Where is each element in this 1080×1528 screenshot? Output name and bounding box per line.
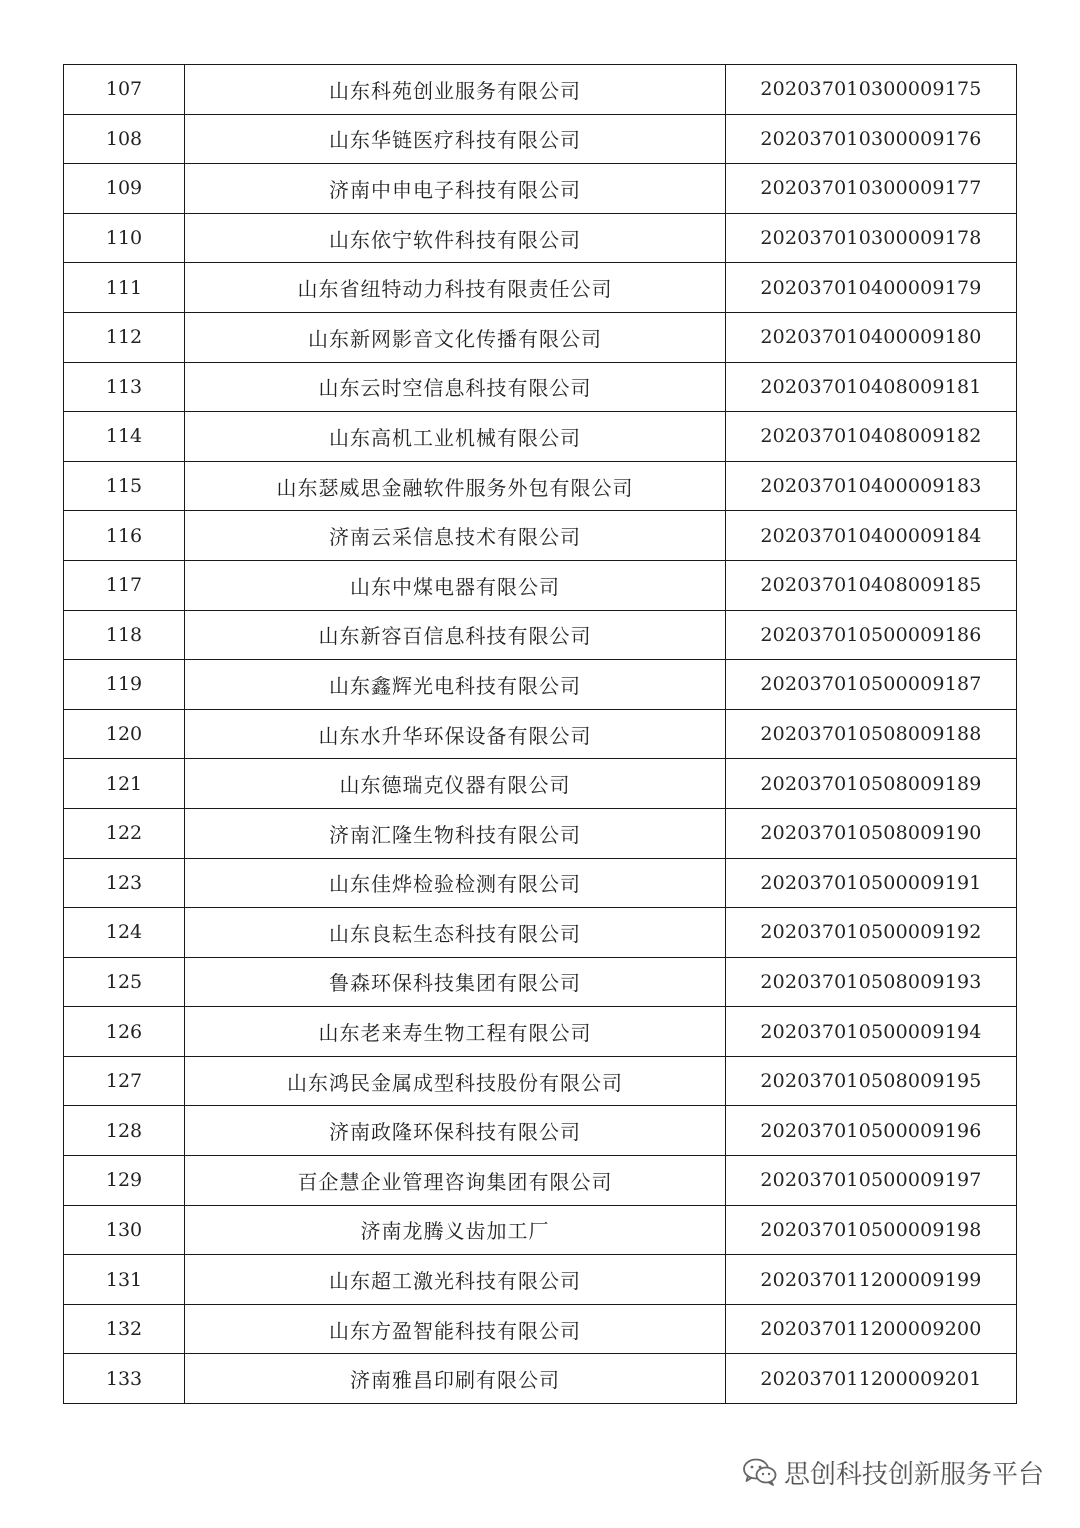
company-table <box>63 64 1017 1404</box>
row-number-cell: 126 <box>64 1007 185 1057</box>
table-row <box>64 759 1017 809</box>
table-row <box>64 1007 1017 1057</box>
company-name-cell: 山东鸿民金属成型科技股份有限公司 <box>185 1056 726 1106</box>
table-row <box>64 858 1017 908</box>
table-row <box>64 560 1017 610</box>
company-name-cell: 济南龙腾义齿加工厂 <box>185 1205 726 1255</box>
registration-code-cell: 202037010300009178 <box>726 213 1017 263</box>
table-row <box>64 1354 1017 1404</box>
registration-code-cell: 202037010500009198 <box>726 1205 1017 1255</box>
table-row <box>64 660 1017 710</box>
table-row <box>64 164 1017 214</box>
registration-code-cell: 202037010500009192 <box>726 908 1017 958</box>
company-name-cell: 山东德瑞克仪器有限公司 <box>185 759 726 809</box>
row-number-cell: 128 <box>64 1106 185 1156</box>
registration-code-cell: 202037010500009186 <box>726 610 1017 660</box>
company-name-cell: 济南雅昌印刷有限公司 <box>185 1354 726 1404</box>
table-row <box>64 1304 1017 1354</box>
registration-code-cell: 202037011200009199 <box>726 1255 1017 1305</box>
row-number-cell: 122 <box>64 808 185 858</box>
table-row <box>64 1255 1017 1305</box>
row-number-cell: 123 <box>64 858 185 908</box>
row-number-cell: 131 <box>64 1255 185 1305</box>
row-number-cell: 117 <box>64 560 185 610</box>
registration-code-cell: 202037011200009200 <box>726 1304 1017 1354</box>
registration-code-cell: 202037011200009201 <box>726 1354 1017 1404</box>
table-row <box>64 1205 1017 1255</box>
registration-code-cell: 202037010300009177 <box>726 164 1017 214</box>
table-row <box>64 312 1017 362</box>
row-number-cell: 114 <box>64 412 185 462</box>
registration-code-cell: 202037010400009184 <box>726 511 1017 561</box>
company-name-cell: 山东华链医疗科技有限公司 <box>185 114 726 164</box>
table-row <box>64 808 1017 858</box>
row-number-cell: 108 <box>64 114 185 164</box>
company-name-cell: 山东超工激光科技有限公司 <box>185 1255 726 1305</box>
row-number-cell: 115 <box>64 461 185 511</box>
company-name-cell: 山东鑫辉光电科技有限公司 <box>185 660 726 710</box>
company-name-cell: 山东良耘生态科技有限公司 <box>185 908 726 958</box>
company-name-cell: 百企慧企业管理咨询集团有限公司 <box>185 1156 726 1206</box>
table-row <box>64 1156 1017 1206</box>
table-row <box>64 114 1017 164</box>
registration-code-cell: 202037010400009180 <box>726 312 1017 362</box>
row-number-cell: 112 <box>64 312 185 362</box>
row-number-cell: 107 <box>64 65 185 115</box>
company-name-cell: 山东中煤电器有限公司 <box>185 560 726 610</box>
registration-code-cell: 202037010500009196 <box>726 1106 1017 1156</box>
wechat-icon <box>742 1457 778 1487</box>
row-number-cell: 120 <box>64 709 185 759</box>
row-number-cell: 110 <box>64 213 185 263</box>
table-row <box>64 362 1017 412</box>
row-number-cell: 116 <box>64 511 185 561</box>
registration-code-cell: 202037010300009175 <box>726 65 1017 115</box>
table-row <box>64 957 1017 1007</box>
company-name-cell: 山东方盈智能科技有限公司 <box>185 1304 726 1354</box>
company-name-cell: 山东水升华环保设备有限公司 <box>185 709 726 759</box>
table-row <box>64 1056 1017 1106</box>
registration-code-cell: 202037010500009197 <box>726 1156 1017 1206</box>
company-name-cell: 山东新容百信息科技有限公司 <box>185 610 726 660</box>
registration-code-cell: 202037010508009193 <box>726 957 1017 1007</box>
row-number-cell: 130 <box>64 1205 185 1255</box>
registration-code-cell: 202037010508009190 <box>726 808 1017 858</box>
company-name-cell: 济南政隆环保科技有限公司 <box>185 1106 726 1156</box>
row-number-cell: 127 <box>64 1056 185 1106</box>
table-row <box>64 213 1017 263</box>
row-number-cell: 119 <box>64 660 185 710</box>
company-name-cell: 山东高机工业机械有限公司 <box>185 412 726 462</box>
company-name-cell: 山东依宁软件科技有限公司 <box>185 213 726 263</box>
registration-code-cell: 202037010408009182 <box>726 412 1017 462</box>
row-number-cell: 109 <box>64 164 185 214</box>
company-name-cell: 济南汇隆生物科技有限公司 <box>185 808 726 858</box>
registration-code-cell: 202037010500009191 <box>726 858 1017 908</box>
row-number-cell: 133 <box>64 1354 185 1404</box>
registration-code-cell: 202037010400009183 <box>726 461 1017 511</box>
table-row <box>64 1106 1017 1156</box>
registration-code-cell: 202037010500009194 <box>726 1007 1017 1057</box>
row-number-cell: 113 <box>64 362 185 412</box>
registration-code-cell: 202037010300009176 <box>726 114 1017 164</box>
row-number-cell: 132 <box>64 1304 185 1354</box>
table-row <box>64 908 1017 958</box>
table-row <box>64 709 1017 759</box>
company-name-cell: 济南云采信息技术有限公司 <box>185 511 726 561</box>
watermark <box>742 1454 1044 1490</box>
table-row <box>64 65 1017 115</box>
table-row <box>64 461 1017 511</box>
table-row <box>64 610 1017 660</box>
company-name-cell: 山东云时空信息科技有限公司 <box>185 362 726 412</box>
company-name-cell: 山东新网影音文化传播有限公司 <box>185 312 726 362</box>
registration-code-cell: 202037010508009188 <box>726 709 1017 759</box>
company-name-cell: 济南中申电子科技有限公司 <box>185 164 726 214</box>
row-number-cell: 129 <box>64 1156 185 1206</box>
table-row <box>64 412 1017 462</box>
row-number-cell: 124 <box>64 908 185 958</box>
company-name-cell: 山东佳烨检验检测有限公司 <box>185 858 726 908</box>
registration-code-cell: 202037010408009185 <box>726 560 1017 610</box>
table-row <box>64 511 1017 561</box>
watermark-text: 思创科技创新服务平台 <box>783 1459 1044 1490</box>
company-name-cell: 山东科苑创业服务有限公司 <box>185 65 726 115</box>
registration-code-cell: 202037010508009195 <box>726 1056 1017 1106</box>
company-table-body <box>64 65 1017 1404</box>
company-name-cell: 山东老来寿生物工程有限公司 <box>185 1007 726 1057</box>
registration-code-cell: 202037010408009181 <box>726 362 1017 412</box>
company-name-cell: 山东瑟威思金融软件服务外包有限公司 <box>185 461 726 511</box>
table-row <box>64 263 1017 313</box>
registration-code-cell: 202037010508009189 <box>726 759 1017 809</box>
company-name-cell: 鲁森环保科技集团有限公司 <box>185 957 726 1007</box>
row-number-cell: 125 <box>64 957 185 1007</box>
row-number-cell: 118 <box>64 610 185 660</box>
row-number-cell: 111 <box>64 263 185 313</box>
registration-code-cell: 202037010500009187 <box>726 660 1017 710</box>
registration-code-cell: 202037010400009179 <box>726 263 1017 313</box>
row-number-cell: 121 <box>64 759 185 809</box>
company-name-cell: 山东省纽特动力科技有限责任公司 <box>185 263 726 313</box>
